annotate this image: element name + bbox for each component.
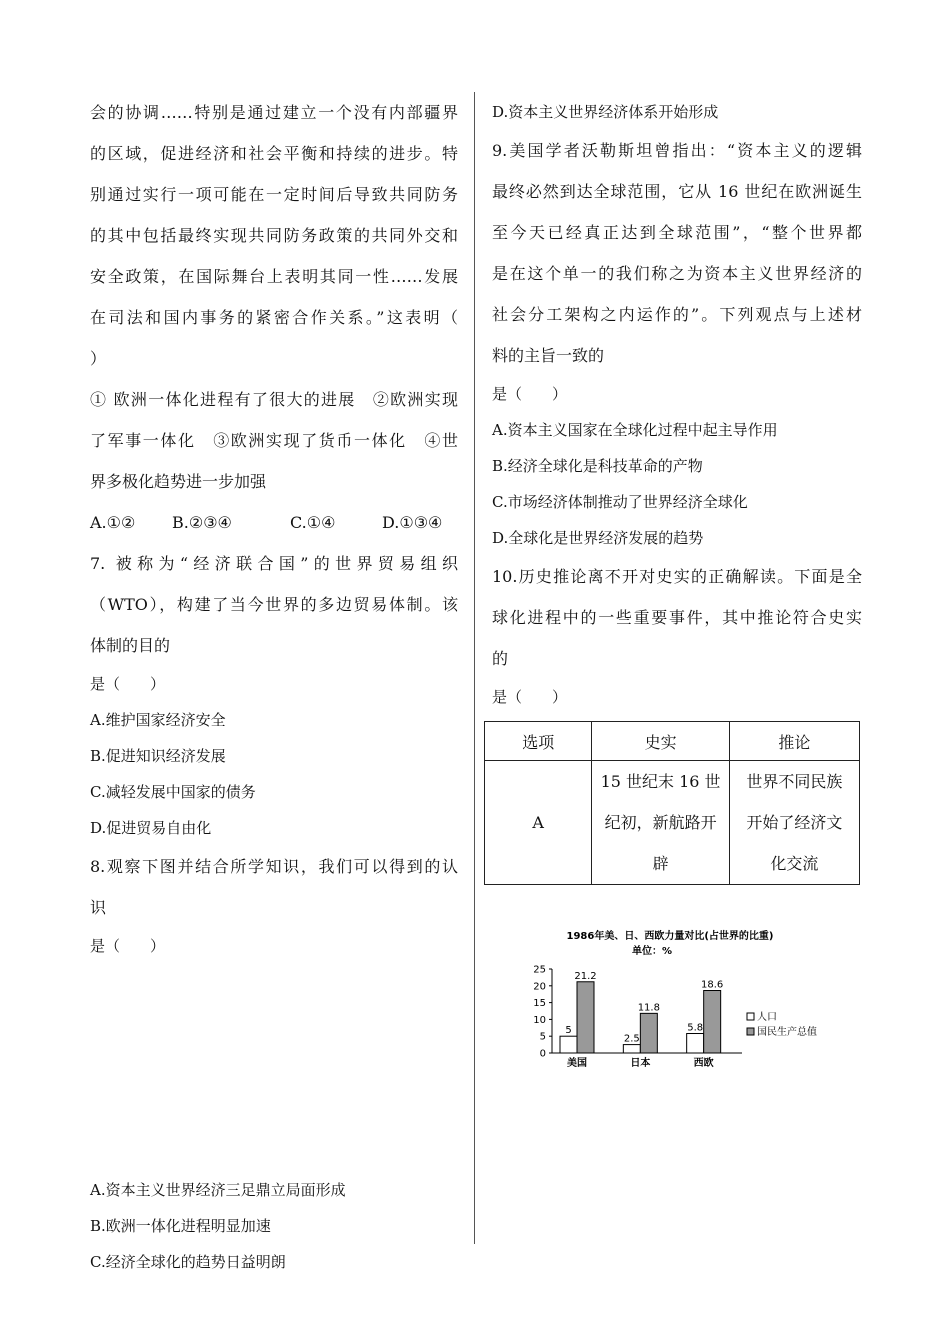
legend-label: 国民生产总值 [757, 1027, 817, 1038]
q8-line: 识 [90, 898, 107, 917]
table-header-cell: 推论 [729, 722, 859, 761]
bar [704, 991, 721, 1053]
q9-line: 9.美国学者沃勒斯坦曾指出：“资本主义的逻辑 [492, 141, 862, 160]
chart-subtitle: 单位：% [631, 946, 673, 957]
q6-line: 别通过实行一项可能在一定时间后导致共同防务 [90, 185, 458, 204]
option-a[interactable]: A.资本主义世界经济三足鼎立局面形成 [90, 1181, 346, 1199]
q9-text [492, 130, 862, 412]
inference-line: 开始了经济文 [746, 813, 843, 832]
y-tick-label: 20 [533, 981, 546, 993]
q6-line: 会的协调……特别是通过建立一个没有内部疆界 [90, 103, 458, 122]
statement-line: 了军事一体化 ③欧洲实现了货币一体化 ④世 [90, 431, 458, 450]
option-a[interactable]: A.①② [90, 513, 136, 532]
data-label: 18.6 [701, 979, 724, 991]
option-b[interactable]: B.促进知识经济发展 [90, 747, 226, 765]
option-c[interactable]: C.经济全球化的趋势日益明朗 [90, 1253, 286, 1271]
q7-line: 是（ ） [90, 675, 166, 693]
table-cell-inference [729, 761, 859, 885]
option-c[interactable]: C.①④ [290, 513, 336, 532]
legend-label: 人口 [757, 1012, 777, 1023]
y-tick-label: 25 [533, 964, 546, 976]
fact-line: 辟 [652, 854, 669, 873]
y-tick-label: 0 [539, 1048, 546, 1060]
legend-swatch [747, 1013, 754, 1020]
data-label: 5 [565, 1025, 572, 1037]
q7-line: 体制的目的 [90, 636, 171, 655]
q8-text [90, 846, 458, 964]
statement-line: ① 欧洲一体化进程有了很大的进展 ②欧洲实现 [90, 390, 458, 409]
q10-line: 是（ ） [492, 688, 568, 706]
q9-line: 社会分工架构之内运作的”。下列观点与上述材 [492, 305, 862, 324]
q6-line: 在司法和国内事务的紧密合作关系。”这表明（ [90, 308, 458, 327]
chart-bars [560, 971, 723, 1053]
fact-line: 纪初，新航路开 [604, 813, 717, 832]
y-tick-label: 10 [533, 1014, 546, 1026]
q7-text [90, 543, 458, 702]
q10-text [492, 556, 862, 715]
x-tick-label: 日本 [630, 1058, 651, 1069]
column-divider [474, 92, 475, 1244]
q7-line: （WTO），构建了当今世界的多边贸易体制。该 [90, 595, 458, 614]
option-b[interactable]: B.②③④ [172, 513, 232, 532]
bar [577, 982, 594, 1053]
inference-line: 世界不同民族 [746, 772, 843, 791]
q6-text [90, 92, 458, 379]
q8-line: 是（ ） [90, 937, 166, 955]
table-row [485, 761, 860, 885]
data-label: 11.8 [637, 1002, 660, 1014]
inference-line: 化交流 [770, 854, 819, 873]
option-d[interactable]: D.全球化是世界经济发展的趋势 [492, 529, 704, 547]
table-header-cell: 史实 [592, 722, 729, 761]
bar [623, 1045, 640, 1053]
blank-space [90, 964, 458, 1172]
legend-swatch [747, 1028, 754, 1035]
q9-options [492, 412, 862, 556]
fact-line: 15 世纪末 16 世 [600, 772, 721, 791]
q6-line: ） [90, 349, 107, 368]
chart-legend [747, 1010, 817, 1038]
q7-line: 7. 被称为“经济联合国”的世界贸易组织 [90, 554, 458, 573]
bar [687, 1034, 704, 1053]
history-table [484, 721, 860, 885]
chart-figure [510, 925, 862, 1079]
q8-line: 8.观察下图并结合所学知识，我们可以得到的认 [90, 857, 458, 876]
right-column [492, 94, 862, 1079]
option-c[interactable]: C.减轻发展中国家的债务 [90, 783, 256, 801]
table-cell-fact [592, 761, 729, 885]
q6-line: 安全政策，在国际舞台上表明其同一性……发展 [90, 267, 458, 286]
option-d[interactable]: D.促进贸易自由化 [90, 819, 212, 837]
q9-line: 料的主旨一致的 [492, 346, 605, 365]
data-label: 21.2 [574, 970, 597, 982]
y-tick-label: 15 [533, 998, 546, 1010]
bar [640, 1013, 657, 1053]
q10-line: 的 [492, 649, 509, 668]
option-a[interactable]: A.维护国家经济安全 [90, 711, 226, 729]
table-header-cell: 选项 [485, 722, 592, 761]
statement-line: 界多极化趋势进一步加强 [90, 472, 267, 491]
bar-chart [510, 925, 840, 1075]
option-b[interactable]: B.经济全球化是科技革命的产物 [492, 457, 703, 475]
table-cell-option: A [485, 761, 592, 885]
option-b[interactable]: B.欧洲一体化进程明显加速 [90, 1217, 271, 1235]
left-column [90, 92, 458, 1280]
bar [560, 1036, 577, 1053]
option-d[interactable]: D.①③④ [382, 513, 443, 532]
q6-line: 的区域，促进经济和社会平衡和持续的进步。特 [90, 144, 458, 163]
q9-line: 是（ ） [492, 385, 568, 403]
option-c[interactable]: C.市场经济体制推动了世界经济全球化 [492, 493, 748, 511]
q9-line: 最终必然到达全球范围，它从 16 世纪在欧洲诞生 [492, 182, 862, 201]
q7-options [90, 702, 458, 846]
q6-statements [90, 379, 458, 502]
q10-line: 10.历史推论离不开对史实的正确解读。下面是全 [492, 567, 862, 586]
q8-options [90, 1172, 458, 1280]
option-d[interactable]: D.资本主义世界经济体系开始形成 [492, 103, 719, 121]
data-label: 2.5 [623, 1033, 640, 1045]
chart-title: 1986年美、日、西欧力量对比(占世界的比重) [566, 931, 774, 942]
q10-line: 球化进程中的一些重要事件，其中推论符合史实 [492, 608, 862, 627]
q9-line: 是在这个单一的我们称之为资本主义世界经济的 [492, 264, 862, 283]
y-tick-label: 5 [539, 1031, 546, 1043]
table-header-row [485, 722, 860, 761]
option-a[interactable]: A.资本主义国家在全球化过程中起主导作用 [492, 421, 778, 439]
x-tick-label: 西欧 [693, 1058, 714, 1069]
data-label: 5.8 [687, 1022, 704, 1034]
q6-options [90, 502, 458, 543]
q6-line: 的其中包括最终实现共同防务政策的共同外交和 [90, 226, 458, 245]
x-tick-label: 美国 [567, 1058, 587, 1069]
q9-line: 至今天已经真正达到全球范围”，“整个世界都 [492, 223, 862, 242]
